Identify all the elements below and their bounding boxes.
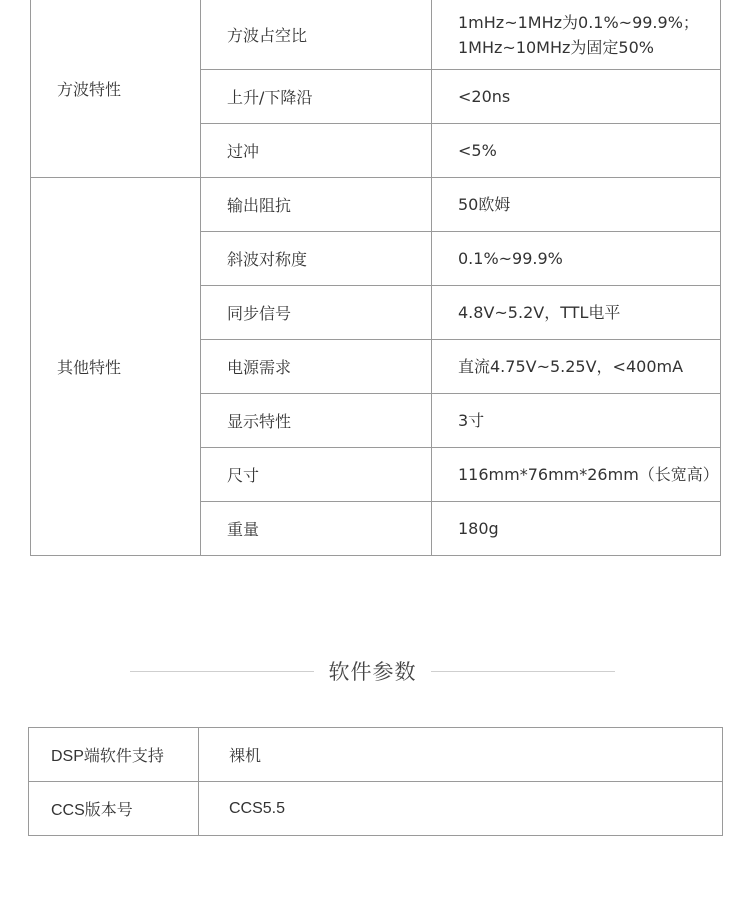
spec-name: 重量 (201, 502, 432, 556)
spec-value: 50欧姆 (432, 178, 721, 232)
spec-value: 116mm*76mm*26mm（长宽高） (432, 448, 721, 502)
software-spec-table (28, 727, 723, 836)
spec-value: 4.8V~5.2V，TTL电平 (432, 286, 721, 340)
heading-divider-left (130, 671, 314, 672)
table-row (29, 782, 723, 836)
table-row (29, 728, 723, 782)
spec-value: 直流4.75V~5.25V，<400mA (432, 340, 721, 394)
spec-name: 方波占空比 (201, 0, 432, 70)
section-title: 软件参数 (328, 660, 417, 684)
spec-value: 裸机 (199, 728, 723, 782)
spec-name: 斜波对称度 (201, 232, 432, 286)
category-square-wave: 方波特性 (31, 0, 201, 178)
spec-name: 同步信号 (201, 286, 432, 340)
spec-value (432, 0, 721, 70)
spec-name: 上升/下降沿 (201, 70, 432, 124)
software-section-heading (0, 652, 750, 690)
spec-value: <20ns (432, 70, 721, 124)
heading-divider-right (431, 671, 615, 672)
table-row (31, 0, 721, 70)
spec-value: 180g (432, 502, 721, 556)
spec-value: CCS5.5 (199, 782, 723, 836)
spec-value: <5% (432, 124, 721, 178)
spec-name: 过冲 (201, 124, 432, 178)
spec-name: 输出阻抗 (201, 178, 432, 232)
category-other: 其他特性 (31, 178, 201, 556)
spec-value-line: 1MHz~10MHz为固定50% (458, 37, 654, 57)
spec-name: CCS版本号 (29, 782, 199, 836)
spec-value: 0.1%~99.9% (432, 232, 721, 286)
table-row (31, 178, 721, 232)
hardware-spec-table (30, 0, 721, 556)
spec-name: 电源需求 (201, 340, 432, 394)
spec-value: 3寸 (432, 394, 721, 448)
spec-value-line: 1mHz~1MHz为0.1%~99.9%； (458, 12, 699, 32)
spec-name: 显示特性 (201, 394, 432, 448)
spec-name: DSP端软件支持 (29, 728, 199, 782)
spec-name: 尺寸 (201, 448, 432, 502)
